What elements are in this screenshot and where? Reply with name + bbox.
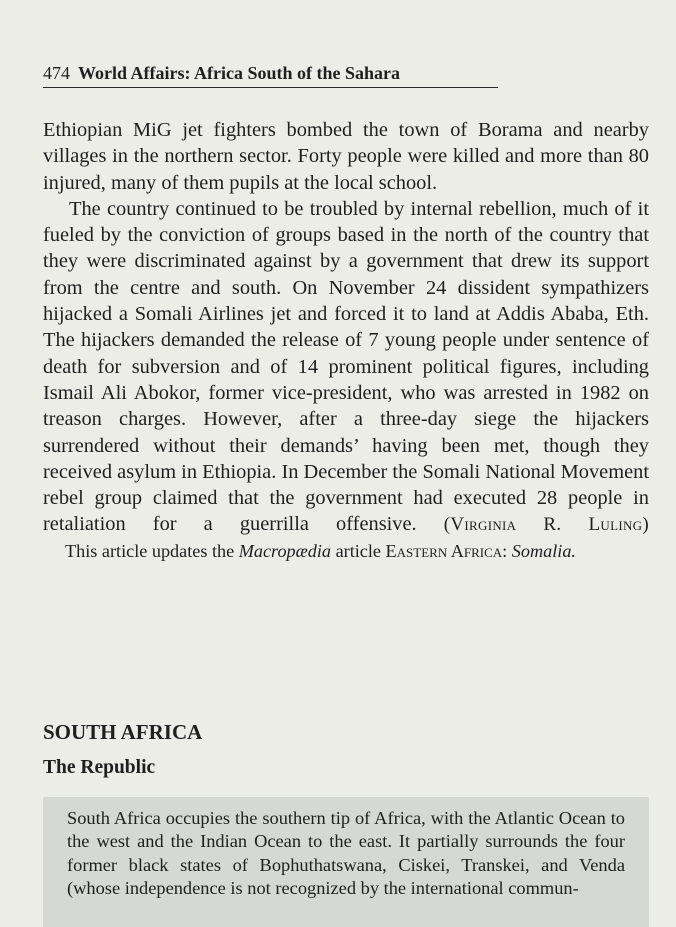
update-note-article-name: Eastern Africa:: [385, 540, 508, 561]
running-head-title: World Affairs: Africa South of the Sahara: [78, 63, 400, 83]
update-note-middle: article: [331, 540, 386, 561]
update-note: [43, 539, 649, 563]
country-summary-box: [43, 797, 649, 927]
author-credit: (Virginia R. Luling): [443, 514, 649, 536]
country-summary-text: South Africa occupies the southern tip of Africa, with the Atlantic Ocean to the west and the Indian Ocean to the east. It partially surrounds the four former black states of Bophuthatswana, Ciskei, Transkei, and Venda (whose independence is not recognized by the international commun-: [67, 808, 625, 898]
country-subheading: The Republic: [43, 757, 156, 778]
update-note-work: Macropædia: [238, 540, 332, 561]
update-note-prefix: This article updates the: [65, 540, 239, 561]
article-paragraph-1: Ethiopian MiG jet fighters bombed the town of Borama and nearby villages in the northern sector. Forty people were killed and more than 80 injured, many of them pupils at the local school.: [43, 119, 649, 194]
article-paragraph-2: [43, 196, 649, 539]
running-head: [43, 62, 498, 88]
page-number: 474: [43, 63, 70, 83]
article-paragraph-2-text: The country continued to be troubled by internal rebellion, much of it fueled by the conviction of groups based in the north of the country that they were discriminated against by a government that drew its support from the centre and south. On November 24 dissident sympathizers hijacked a Somali Airlines jet and forced it to land at Addis Ababa, Eth. The hijackers demanded the release of 7 young people under sentence of death for subversion and of 14 prominent political figures, including Ismail Ali Abokor, former vice-president, who was arrested in 1982 on treason charges. However, after a three-day siege the hijackers surrendered without their demands’ having been met, though they received asylum in Ethiopia. In December the Somali National Movement rebel group claimed that the government had executed 28 people in retaliation for a guerrilla offensive.: [43, 197, 649, 536]
article-body: [43, 117, 649, 563]
country-heading: SOUTH AFRICA: [43, 720, 203, 744]
update-note-section: Somalia.: [511, 540, 576, 561]
